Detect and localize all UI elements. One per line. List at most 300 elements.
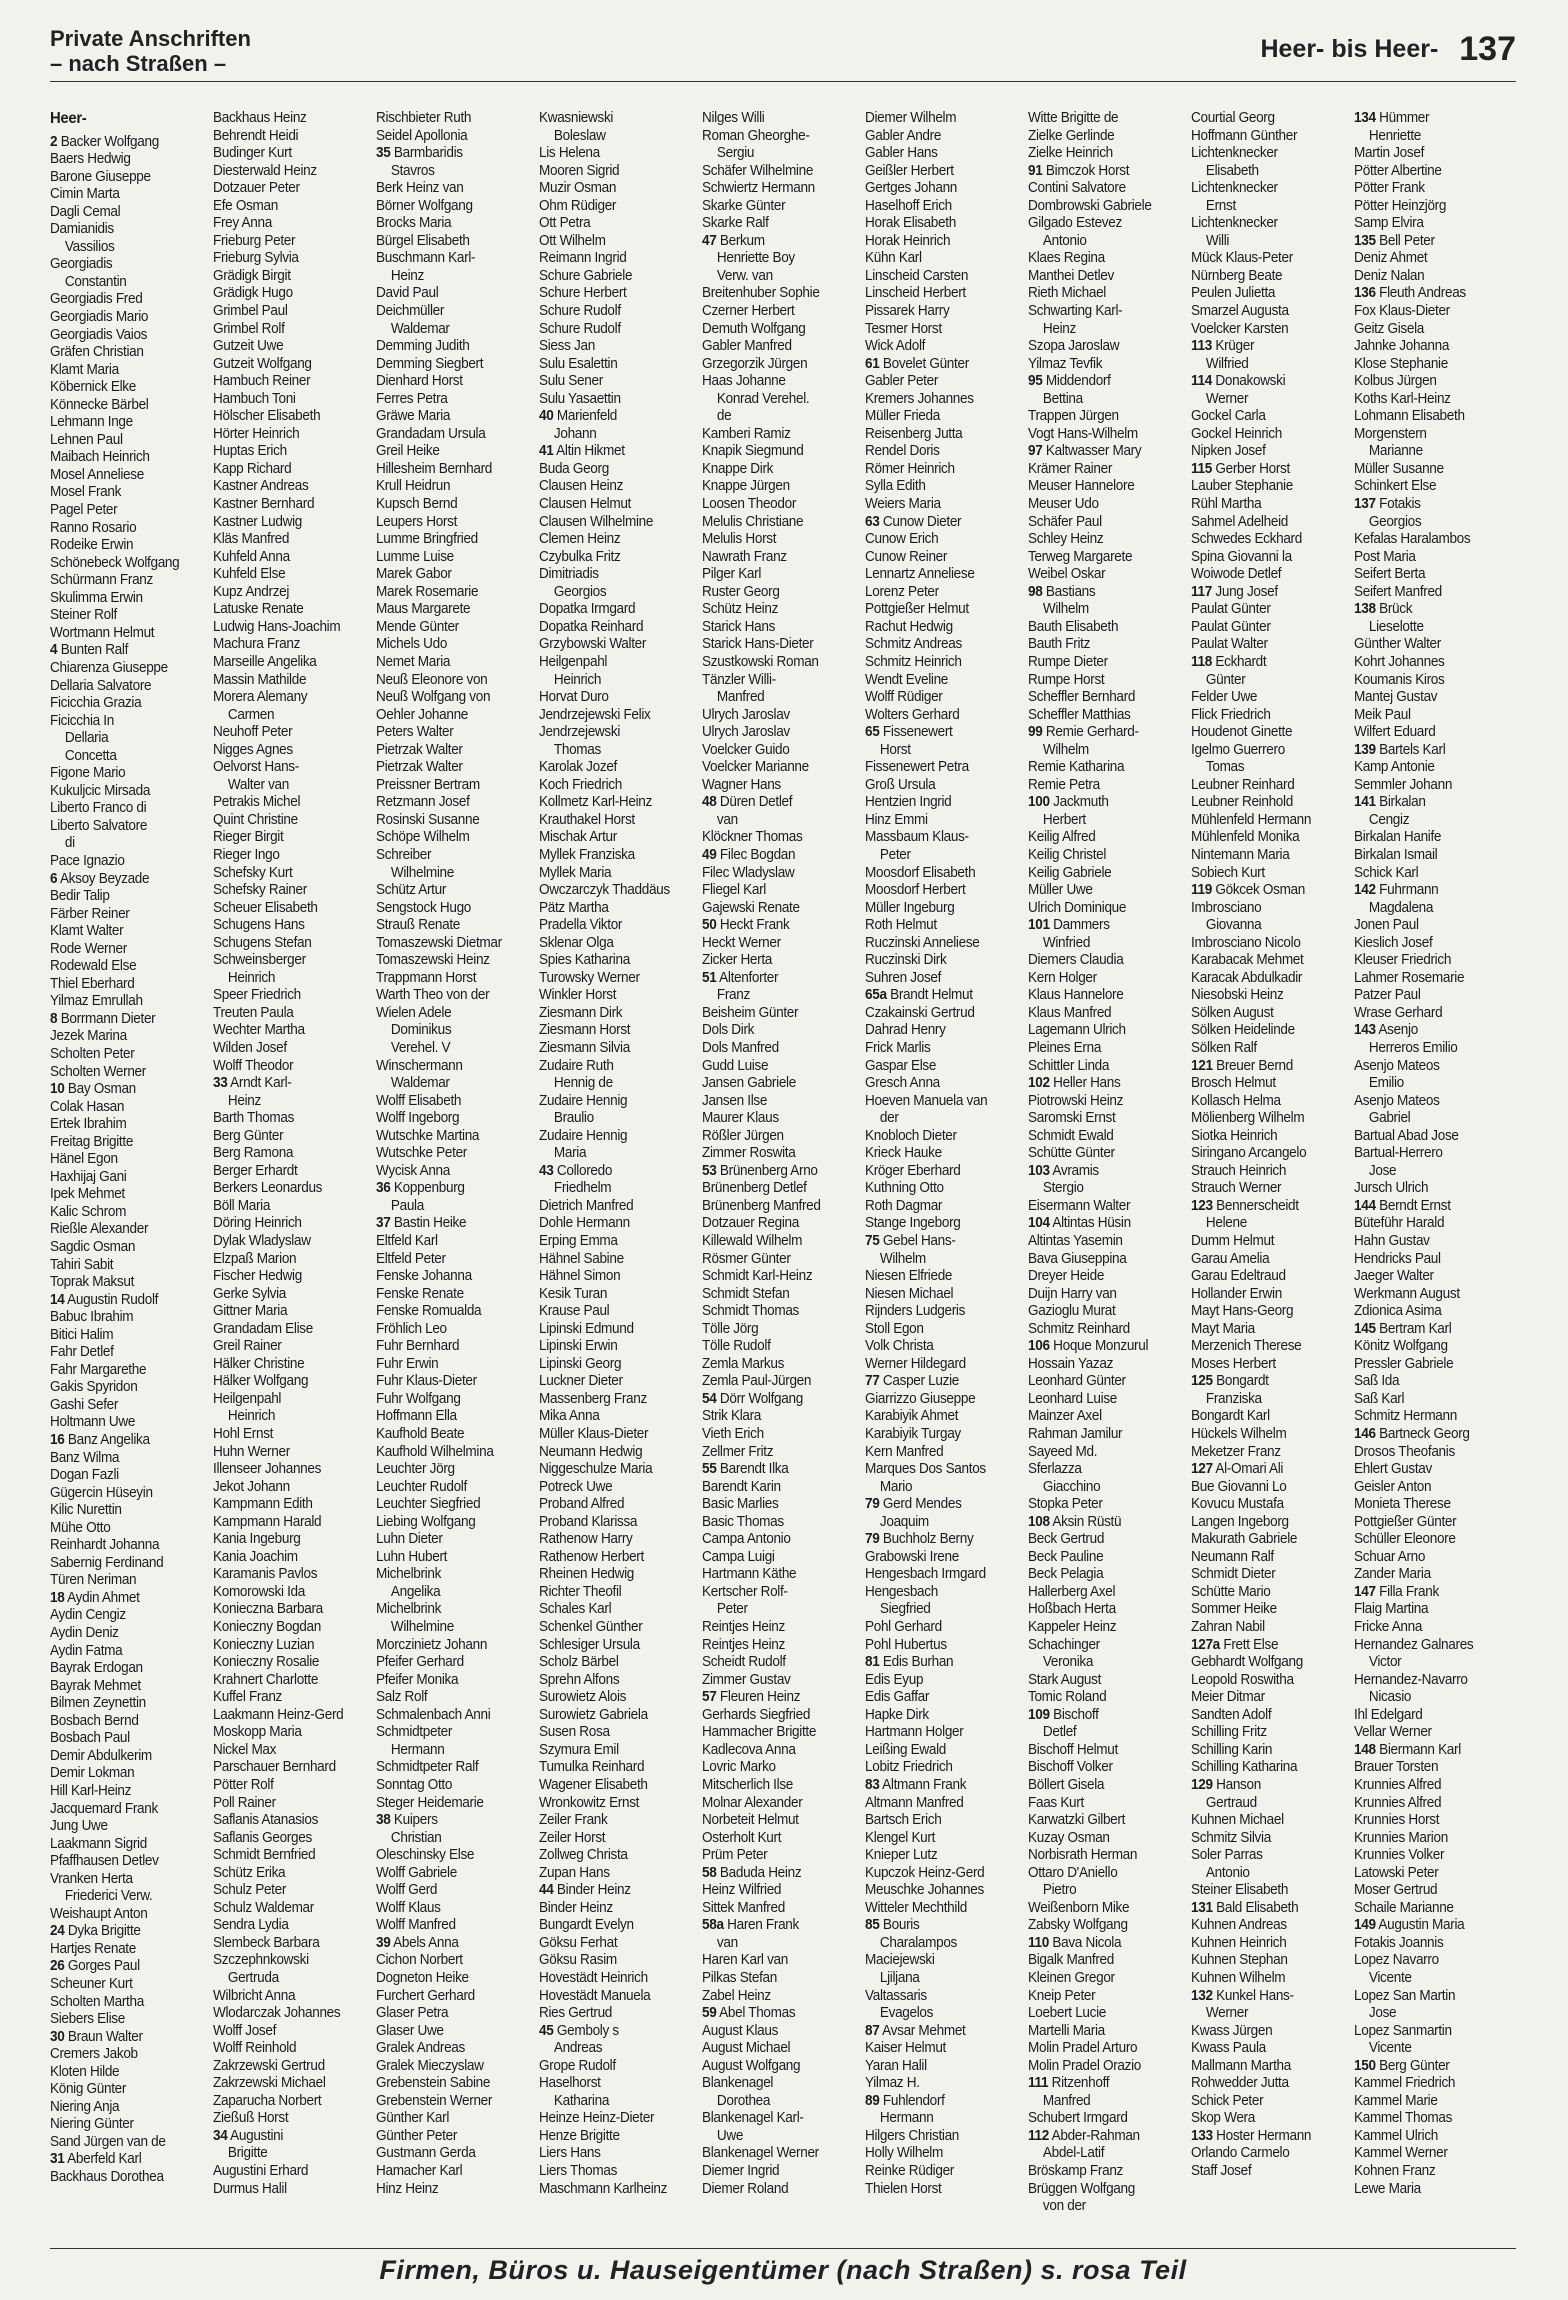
resident-name: Muzir Osman [539, 180, 617, 197]
resident-entry [1354, 1145, 1516, 1163]
resident-entry [539, 865, 702, 883]
resident-name: Gashi Sefer [50, 1396, 119, 1413]
resident-entry [376, 2005, 539, 2023]
house-number: 54 [702, 1390, 717, 1407]
resident-name: Asenjo [1378, 1022, 1418, 1039]
resident-entry [1191, 1584, 1354, 1602]
resident-name: Dreyer Heide [1028, 1268, 1105, 1285]
resident-name: Türen Neriman [50, 1572, 137, 1589]
resident-name: Horst [879, 741, 911, 758]
resident-name: Jonen Paul [1354, 917, 1419, 934]
resident-name: Frett Else [1223, 1636, 1279, 1653]
resident-name: Scholten Peter [50, 1045, 135, 1062]
resident-name: Hähnel Simon [539, 1268, 621, 1285]
resident-name: Hahn Gustav [1354, 1233, 1430, 1249]
resident-entry [50, 783, 213, 801]
resident-entry [1354, 250, 1516, 268]
resident-name: Niesobski Heinz [1191, 987, 1284, 1004]
house-number: 83 [865, 1776, 880, 1793]
resident-entry [539, 1742, 702, 1760]
resident-entry [376, 882, 539, 900]
resident-name: Rode Werner [50, 940, 127, 957]
resident-name: Liebing Wolfgang [376, 1513, 476, 1530]
resident-name: Peter [879, 846, 911, 863]
resident-name: Stavros [390, 162, 435, 179]
resident-name: Schugens Stefan [213, 934, 312, 951]
house-number: 6 [50, 870, 58, 887]
resident-entry [1191, 1180, 1354, 1198]
resident-name: Karwatzki Gilbert [1028, 1812, 1126, 1829]
resident-entry [376, 1900, 539, 1918]
resident-entry [539, 1479, 702, 1497]
resident-name: Gutzeit Wolfgang [213, 355, 312, 372]
resident-name: Heinz [390, 267, 424, 284]
resident-name: Sklenar Olga [539, 934, 614, 951]
resident-entry [539, 1777, 702, 1795]
entry-continuation [376, 163, 539, 181]
resident-entry [213, 935, 376, 953]
resident-name: Marek Rosemarie [376, 583, 479, 600]
resident-name: Carmen [227, 706, 275, 723]
resident-entry [1354, 303, 1516, 321]
resident-entry [702, 1163, 865, 1181]
resident-name: Quint Christine [213, 811, 298, 828]
resident-name: Scheidt Rudolf [702, 1654, 786, 1671]
resident-name: Heinrich [227, 969, 276, 986]
resident-entry [213, 110, 376, 128]
entry-continuation [1354, 812, 1516, 830]
resident-entry [865, 1584, 1028, 1602]
resident-entry [213, 268, 376, 286]
resident-entry [702, 1286, 865, 1304]
resident-name: Baers Hedwig [50, 151, 131, 168]
resident-name: Garau Amelia [1191, 1250, 1270, 1267]
resident-name: Leuchter Rudolf [376, 1478, 467, 1495]
resident-name: Parschauer Bernhard [213, 1759, 336, 1776]
resident-name: Killewald Wilhelm [702, 1233, 803, 1249]
resident-name: Heinze Heinz-Dieter [539, 2110, 655, 2127]
house-number: 58 [702, 1864, 717, 1881]
resident-name: Szustkowski Roman [702, 653, 819, 670]
resident-name: Demming Judith [376, 338, 470, 355]
resident-entry [376, 636, 539, 654]
resident-name: Schenkel Günther [539, 1619, 643, 1636]
resident-name: Detlef [1042, 1724, 1077, 1741]
resident-name: Mooren Sigrid [539, 162, 620, 179]
resident-entry [702, 180, 865, 198]
resident-entry [50, 555, 213, 573]
house-number: 4 [50, 642, 58, 659]
resident-name: Diemer Ingrid [702, 2162, 780, 2179]
resident-entry [50, 1976, 213, 1994]
resident-name: Richter Theofil [539, 1583, 622, 1600]
resident-name: Nintemann Maria [1191, 846, 1290, 863]
resident-entry [213, 128, 376, 146]
resident-entry [213, 1584, 376, 1602]
resident-name: Gerke Sylvia [213, 1285, 287, 1302]
resident-entry [539, 1233, 702, 1251]
resident-entry [1028, 426, 1191, 444]
resident-entry [50, 414, 213, 432]
resident-name: Ehlert Gustav [1354, 1461, 1433, 1478]
house-number: 65 [865, 724, 880, 741]
resident-name: Avramis [1052, 1162, 1099, 1179]
resident-entry [539, 1514, 702, 1532]
resident-name: Bartual-Herrero [1354, 1145, 1443, 1162]
resident-entry [50, 1695, 213, 1713]
resident-name: Diemer Wilhelm [865, 110, 957, 126]
directory-column-9 [1354, 110, 1516, 2248]
resident-entry [865, 1900, 1028, 1918]
resident-name: Beck Pauline [1028, 1548, 1104, 1565]
resident-name: Rösmer Günter [702, 1250, 791, 1267]
resident-name: Kamberi Ramiz [702, 425, 791, 442]
resident-name: Ruster Georg [702, 583, 780, 600]
resident-entry [1191, 268, 1354, 286]
resident-name: Binder Heinz [556, 1882, 631, 1899]
resident-name: Tomaszewski Dietmar [376, 934, 502, 951]
resident-entry [50, 1783, 213, 1801]
resident-name: Seidel Apollonia [376, 127, 468, 144]
resident-entry [539, 1338, 702, 1356]
resident-entry [702, 198, 865, 216]
resident-name: Toprak Maksut [50, 1274, 135, 1291]
resident-name: Rathenow Harry [539, 1531, 633, 1548]
resident-entry [865, 636, 1028, 654]
entry-continuation [539, 1110, 702, 1128]
resident-name: Ziesmann Silvia [539, 1039, 630, 1056]
resident-entry [213, 1005, 376, 1023]
resident-name: Demir Lokman [50, 1765, 135, 1782]
resident-entry [1354, 1321, 1516, 1339]
entry-continuation [865, 1601, 1028, 1619]
resident-name: Leonhard Luise [1028, 1390, 1118, 1407]
entry-continuation [1191, 917, 1354, 935]
resident-name: Latuske Renate [213, 601, 304, 618]
resident-entry [865, 987, 1028, 1005]
resident-name: Scheuner Kurt [50, 1975, 133, 1992]
resident-name: Asenjo Mateos [1354, 1057, 1440, 1074]
resident-entry [1191, 1619, 1354, 1637]
resident-name: Walter van [227, 776, 289, 793]
resident-name: Rühl Martha [1191, 496, 1262, 513]
resident-name: Krämer Rainer [1028, 460, 1113, 477]
resident-entry [865, 198, 1028, 216]
resident-entry [1191, 1251, 1354, 1269]
resident-name: Strauch Werner [1191, 1180, 1282, 1197]
resident-name: Colak Hasan [50, 1098, 125, 1115]
resident-name: Yilmaz H. [865, 2075, 920, 2092]
resident-entry [539, 356, 702, 374]
resident-name: Knieper Lutz [865, 1847, 938, 1864]
resident-entry [1191, 900, 1354, 918]
resident-name: Skop Wera [1191, 2110, 1255, 2127]
resident-name: Schöpe Wilhelm [376, 829, 470, 846]
resident-name: Tomic Roland [1028, 1689, 1107, 1706]
resident-name: Ulrych Jaroslav [702, 706, 790, 723]
resident-entry [539, 777, 702, 795]
resident-entry [539, 1759, 702, 1777]
resident-entry [50, 1397, 213, 1415]
resident-name: Giovanna [1205, 917, 1262, 934]
resident-name: Zemla Paul-Jürgen [702, 1373, 812, 1390]
resident-name: Monieta Therese [1354, 1496, 1451, 1513]
resident-entry [1191, 1882, 1354, 1900]
resident-entry [1028, 1549, 1191, 1567]
house-number: 97 [1028, 443, 1043, 460]
resident-entry [1354, 847, 1516, 865]
resident-name: Willi [1205, 232, 1230, 249]
resident-entry [50, 1836, 213, 1854]
resident-name: Dombrowski Gabriele [1028, 197, 1152, 214]
resident-name: Herbert [1042, 811, 1086, 828]
resident-name: Bouris [882, 1917, 920, 1934]
resident-entry [376, 1531, 539, 1549]
resident-entry [50, 1520, 213, 1538]
resident-entry [865, 338, 1028, 356]
resident-name: Basic Marlies [702, 1496, 779, 1513]
resident-entry [702, 1882, 865, 1900]
resident-entry [213, 1742, 376, 1760]
resident-name: Nicasio [1368, 1689, 1412, 1706]
resident-name: Meier Ditmar [1191, 1689, 1265, 1706]
resident-name: Zielke Gerlinde [1028, 127, 1115, 144]
resident-name: Friederici Verw. [64, 1888, 153, 1905]
resident-name: Liberto Salvatore [50, 817, 148, 834]
resident-entry [702, 882, 865, 900]
resident-name: Patzer Paul [1354, 987, 1421, 1004]
resident-entry [1191, 478, 1354, 496]
resident-name: Rieger Ingo [213, 846, 280, 863]
resident-name: Wick Adolf [865, 338, 926, 355]
resident-entry [865, 759, 1028, 777]
resident-name: Gabler Hans [865, 145, 938, 162]
resident-entry [1028, 1970, 1191, 1988]
resident-name: Ernst [1205, 197, 1236, 214]
house-number: 149 [1354, 1917, 1376, 1934]
resident-name: Osterholt Kurt [702, 1829, 782, 1846]
resident-entry [50, 1432, 213, 1450]
resident-entry [865, 1549, 1028, 1567]
resident-name: Weishaupt Anton [50, 1905, 148, 1922]
house-number: 44 [539, 1882, 554, 1899]
resident-entry [865, 935, 1028, 953]
resident-name: Liberto Franco di [50, 800, 147, 817]
house-number: 115 [1191, 460, 1212, 477]
house-number: 102 [1028, 1075, 1050, 1092]
resident-name: Filec Wladyslaw [702, 864, 795, 881]
resident-entry [539, 1812, 702, 1830]
resident-entry [50, 1958, 213, 1976]
resident-entry [539, 2058, 702, 2076]
resident-entry [539, 215, 702, 233]
resident-entry [539, 1724, 702, 1742]
entry-continuation [376, 1742, 539, 1760]
resident-entry [1191, 443, 1354, 461]
resident-name: Abel Thomas [719, 2005, 796, 2022]
resident-name: Hümmer [1379, 110, 1430, 126]
resident-entry [50, 2169, 213, 2187]
resident-name: Krause Paul [539, 1303, 610, 1320]
resident-entry [50, 1309, 213, 1327]
entry-continuation [1354, 443, 1516, 461]
resident-name: Schaile Marianne [1354, 1899, 1454, 1916]
resident-entry [1028, 882, 1191, 900]
resident-entry [1354, 654, 1516, 672]
resident-name: Mölienberg Wilhelm [1191, 1110, 1305, 1127]
resident-name: Pressler Gabriele [1354, 1355, 1454, 1372]
resident-entry [376, 812, 539, 830]
resident-entry [1028, 1952, 1191, 1970]
resident-name: Zahran Nabil [1191, 1619, 1265, 1636]
resident-name: Nilges Willi [702, 110, 765, 126]
resident-name: Lumme Bringfried [376, 531, 478, 548]
resident-name: Hambuch Toni [213, 390, 296, 407]
resident-name: Breitenhuber Sophie [702, 285, 820, 302]
resident-entry [1191, 1163, 1354, 1181]
resident-name: Gazioglu Murat [1028, 1303, 1116, 1320]
resident-entry [539, 1917, 702, 1935]
resident-entry [50, 765, 213, 783]
resident-name: Heinrich [227, 1408, 276, 1425]
resident-name: Rießle Alexander [50, 1221, 149, 1238]
resident-entry [702, 1707, 865, 1725]
resident-entry [1028, 1040, 1191, 1058]
house-number: 18 [50, 1589, 65, 1606]
resident-entry [1191, 987, 1354, 1005]
resident-entry [213, 1321, 376, 1339]
resident-name: Backhaus Dorothea [50, 2168, 164, 2185]
resident-entry [50, 1274, 213, 1292]
footer-note: Firmen, Büros u. Hauseigentümer (nach Straßen) s. rosa Teil [50, 2248, 1516, 2286]
resident-entry [213, 198, 376, 216]
resident-name: Veronika [1042, 1654, 1094, 1671]
resident-name: Schmidt Karl-Heinz [702, 1268, 813, 1285]
resident-entry [1028, 689, 1191, 707]
resident-entry [1354, 1408, 1516, 1426]
resident-entry [376, 1566, 539, 1584]
resident-entry [50, 344, 213, 362]
resident-name: Karabiyik Turgay [865, 1426, 961, 1443]
resident-entry [1028, 829, 1191, 847]
resident-entry [702, 215, 865, 233]
resident-name: Trappen Jürgen [1028, 408, 1119, 425]
resident-name: Schefsky Rainer [213, 882, 307, 899]
resident-entry [50, 134, 213, 152]
resident-name: Poll Rainer [213, 1794, 276, 1811]
resident-name: Norbeteit Helmut [702, 1812, 799, 1829]
resident-name: Bröskamp Franz [1028, 2162, 1124, 2179]
resident-name: Schwarting Karl- [1028, 303, 1123, 320]
resident-entry [50, 327, 213, 345]
resident-entry [50, 2064, 213, 2082]
resident-entry [376, 531, 539, 549]
entry-continuation [376, 1584, 539, 1602]
resident-entry [702, 1514, 865, 1532]
resident-name: Dimitriadis [539, 566, 599, 583]
resident-name: Georgiadis Vaios [50, 326, 148, 343]
resident-entry [865, 1496, 1028, 1514]
resident-name: Kampmann Edith [213, 1496, 313, 1513]
resident-name: Gabler Peter [865, 373, 939, 390]
resident-name: Aksin Rüstü [1052, 1513, 1122, 1530]
resident-entry [1028, 1163, 1191, 1181]
resident-name: Rachut Hedwig [865, 618, 953, 635]
resident-name: Birkalan [1379, 794, 1426, 811]
entry-continuation [1354, 1075, 1516, 1093]
resident-name: Scheffler Matthias [1028, 706, 1131, 723]
resident-name: Manthei Detlev [1028, 267, 1114, 284]
resident-name: Sulu Sener [539, 373, 603, 390]
resident-entry [213, 882, 376, 900]
resident-entry [1028, 1075, 1191, 1093]
resident-name: Faas Kurt [1028, 1794, 1084, 1811]
resident-name: Stange Ingeborg [865, 1215, 961, 1232]
resident-name: Schinkert Else [1354, 478, 1437, 495]
resident-entry [50, 1081, 213, 1099]
resident-entry [1354, 1128, 1516, 1146]
resident-entry [539, 654, 702, 672]
resident-entry [1028, 1672, 1191, 1690]
resident-name: Kupsch Bernd [376, 496, 458, 513]
resident-entry [213, 1233, 376, 1251]
resident-name: Lopez Navarro [1354, 1952, 1439, 1969]
resident-entry [539, 1882, 702, 1900]
resident-entry [539, 689, 702, 707]
resident-entry [1028, 2110, 1191, 2128]
resident-entry [213, 1566, 376, 1584]
resident-name: Jaeger Walter [1354, 1268, 1434, 1285]
entry-continuation [1028, 233, 1191, 251]
resident-name: Blankenagel Karl- [702, 2110, 804, 2127]
resident-name: Schönebeck Wolfgang [50, 554, 180, 571]
resident-name: Eltfeld Karl [376, 1233, 438, 1249]
resident-name: Fischer Hedwig [213, 1268, 302, 1285]
resident-name: Uwe [716, 2127, 744, 2144]
resident-entry [213, 426, 376, 444]
resident-entry [213, 1075, 376, 1093]
resident-name: Jahnke Johanna [1354, 338, 1450, 355]
resident-name: Cunow Dieter [882, 513, 962, 530]
resident-entry [1028, 1356, 1191, 1374]
resident-entry [865, 1619, 1028, 1637]
resident-name: Ritzenhoff [1051, 2075, 1110, 2092]
resident-name: Charalampos [879, 1934, 958, 1951]
resident-name: Kammel Ulrich [1354, 2127, 1439, 2144]
resident-entry [1354, 1461, 1516, 1479]
resident-name: Wrase Gerhard [1354, 1004, 1443, 1021]
resident-name: Brück [1379, 601, 1413, 618]
resident-entry [539, 496, 702, 514]
resident-name: Zellmer Fritz [702, 1443, 774, 1460]
resident-name: Aydin Cengiz [50, 1607, 126, 1624]
resident-name: Gemboly s [556, 2022, 619, 2039]
resident-name: Hilgers Christian [865, 2127, 960, 2144]
resident-name: Jendrzejewski [539, 724, 621, 741]
resident-name: Mühlenfeld Monika [1191, 829, 1300, 846]
resident-entry [539, 2181, 702, 2199]
entry-continuation [1191, 672, 1354, 690]
resident-name: Dellaria [64, 730, 109, 747]
resident-entry [539, 1935, 702, 1953]
resident-name: Leonhard Günter [1028, 1373, 1126, 1390]
resident-name: Zudaire Hennig [539, 1092, 628, 1109]
resident-name: Grimbel Rolf [213, 320, 285, 337]
resident-name: Kastner Bernhard [213, 496, 315, 513]
resident-entry [50, 1801, 213, 1819]
house-number: 103 [1028, 1162, 1050, 1179]
entry-continuation [50, 748, 213, 766]
